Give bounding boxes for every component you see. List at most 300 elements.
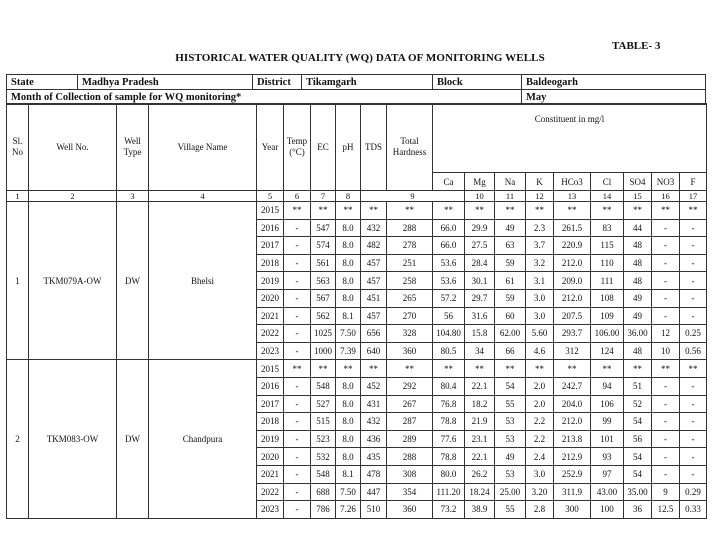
value-cell: 3.0 bbox=[526, 465, 554, 483]
value-cell: 53.6 bbox=[433, 272, 465, 290]
value-cell: 49 bbox=[495, 448, 526, 466]
value-cell: - bbox=[284, 237, 311, 255]
value-cell: 30.1 bbox=[465, 272, 495, 290]
column-number: 2 bbox=[29, 191, 117, 202]
value-cell: 22.1 bbox=[465, 448, 495, 466]
value-cell: 100 bbox=[591, 501, 624, 519]
value-cell: 76.8 bbox=[433, 395, 465, 413]
value-cell: 8.1 bbox=[336, 307, 361, 325]
value-cell: 213.8 bbox=[554, 430, 591, 448]
value-cell: 563 bbox=[311, 272, 336, 290]
value-cell: - bbox=[652, 219, 680, 237]
value-cell: - bbox=[652, 448, 680, 466]
value-cell: 435 bbox=[361, 448, 387, 466]
value-cell: - bbox=[284, 501, 311, 519]
value-cell: 8.0 bbox=[336, 219, 361, 237]
value-cell: 2.8 bbox=[526, 501, 554, 519]
value-cell: 53 bbox=[495, 465, 526, 483]
year-cell: 2017 bbox=[257, 395, 284, 413]
year-cell: 2018 bbox=[257, 254, 284, 272]
value-cell: 5.60 bbox=[526, 325, 554, 343]
value-cell: - bbox=[284, 377, 311, 395]
value-cell: - bbox=[680, 395, 707, 413]
value-cell: ** bbox=[554, 360, 591, 378]
month-label: Month of Collection of sample for WQ monitoring* bbox=[7, 90, 522, 105]
value-cell: 457 bbox=[361, 307, 387, 325]
value-cell: - bbox=[680, 430, 707, 448]
value-cell: 25.00 bbox=[495, 483, 526, 501]
col-header-ion: Mg bbox=[465, 173, 495, 191]
value-cell: 38.9 bbox=[465, 501, 495, 519]
col-header-ion: F bbox=[680, 173, 707, 191]
col-header-ion: Ca bbox=[433, 173, 465, 191]
value-cell: 207.5 bbox=[554, 307, 591, 325]
value-cell: 23.1 bbox=[465, 430, 495, 448]
value-cell: 278 bbox=[387, 237, 433, 255]
well-type-cell: DW bbox=[117, 202, 149, 360]
value-cell: ** bbox=[336, 202, 361, 220]
column-number: 16 bbox=[652, 191, 680, 202]
value-cell: - bbox=[652, 465, 680, 483]
value-cell: 640 bbox=[361, 342, 387, 360]
column-number: 13 bbox=[554, 191, 591, 202]
value-cell: 7.50 bbox=[336, 325, 361, 343]
value-cell: 288 bbox=[387, 448, 433, 466]
value-cell: 300 bbox=[554, 501, 591, 519]
value-cell: ** bbox=[284, 360, 311, 378]
value-cell: 36 bbox=[624, 501, 652, 519]
value-cell: 212.0 bbox=[554, 289, 591, 307]
value-cell: 63 bbox=[495, 237, 526, 255]
year-cell: 2019 bbox=[257, 430, 284, 448]
value-cell: - bbox=[680, 254, 707, 272]
value-cell: 110 bbox=[591, 254, 624, 272]
value-cell: ** bbox=[284, 202, 311, 220]
value-cell: 1000 bbox=[311, 342, 336, 360]
value-cell: 547 bbox=[311, 219, 336, 237]
col-header-tds: TDS bbox=[361, 104, 387, 191]
value-cell: 447 bbox=[361, 483, 387, 501]
value-cell: 204.0 bbox=[554, 395, 591, 413]
state-value: Madhya Pradesh bbox=[78, 75, 253, 90]
col-header-village: Village Name bbox=[149, 104, 257, 191]
col-header-ion: K bbox=[526, 173, 554, 191]
value-cell: 93 bbox=[591, 448, 624, 466]
col-header-well: Well No. bbox=[29, 104, 117, 191]
value-cell: 478 bbox=[361, 465, 387, 483]
value-cell: - bbox=[680, 237, 707, 255]
column-number: 11 bbox=[495, 191, 526, 202]
value-cell: 354 bbox=[387, 483, 433, 501]
value-cell: 251 bbox=[387, 254, 433, 272]
village-name-cell: Bhelsi bbox=[149, 202, 257, 360]
value-cell: 48 bbox=[624, 237, 652, 255]
value-cell: 432 bbox=[361, 219, 387, 237]
value-cell: 66 bbox=[495, 342, 526, 360]
value-cell: ** bbox=[652, 360, 680, 378]
value-cell: 78.8 bbox=[433, 448, 465, 466]
value-cell: - bbox=[284, 254, 311, 272]
value-cell: ** bbox=[652, 202, 680, 220]
table-row bbox=[7, 360, 707, 378]
column-number: 17 bbox=[680, 191, 707, 202]
value-cell: 574 bbox=[311, 237, 336, 255]
value-cell: 21.9 bbox=[465, 413, 495, 431]
value-cell: 109 bbox=[591, 307, 624, 325]
location-info-table bbox=[6, 74, 706, 105]
value-cell: 328 bbox=[387, 325, 433, 343]
column-number: 4 bbox=[149, 191, 257, 202]
table-row bbox=[7, 202, 707, 220]
value-cell: 457 bbox=[361, 272, 387, 290]
value-cell: 515 bbox=[311, 413, 336, 431]
value-cell: - bbox=[680, 377, 707, 395]
column-number: 12 bbox=[526, 191, 554, 202]
col-header-ion: SO4 bbox=[624, 173, 652, 191]
value-cell: 3.2 bbox=[526, 254, 554, 272]
value-cell: 8.0 bbox=[336, 395, 361, 413]
value-cell: 29.9 bbox=[465, 219, 495, 237]
value-cell: 436 bbox=[361, 430, 387, 448]
value-cell: - bbox=[284, 219, 311, 237]
value-cell: 48 bbox=[624, 342, 652, 360]
value-cell: 2.4 bbox=[526, 448, 554, 466]
value-cell: 265 bbox=[387, 289, 433, 307]
value-cell: ** bbox=[465, 360, 495, 378]
value-cell: 523 bbox=[311, 430, 336, 448]
col-header-constituent: Constituent in mg/l bbox=[433, 104, 707, 173]
value-cell: 54 bbox=[495, 377, 526, 395]
block-label: Block bbox=[433, 75, 522, 90]
value-cell: ** bbox=[336, 360, 361, 378]
column-number: 6 bbox=[284, 191, 311, 202]
value-cell: 29.7 bbox=[465, 289, 495, 307]
value-cell: ** bbox=[387, 360, 433, 378]
value-cell: ** bbox=[311, 360, 336, 378]
table-header-row bbox=[7, 104, 707, 173]
value-cell: 261.5 bbox=[554, 219, 591, 237]
value-cell: 267 bbox=[387, 395, 433, 413]
year-cell: 2019 bbox=[257, 272, 284, 290]
sl-no-cell: 1 bbox=[7, 202, 29, 360]
value-cell: 55 bbox=[495, 395, 526, 413]
value-cell: ** bbox=[433, 360, 465, 378]
value-cell: 62.00 bbox=[495, 325, 526, 343]
value-cell: 482 bbox=[361, 237, 387, 255]
value-cell: 688 bbox=[311, 483, 336, 501]
value-cell: - bbox=[284, 483, 311, 501]
value-cell: 27.5 bbox=[465, 237, 495, 255]
value-cell: 2.2 bbox=[526, 413, 554, 431]
value-cell: 3.0 bbox=[526, 307, 554, 325]
value-cell: 2.3 bbox=[526, 219, 554, 237]
value-cell: 562 bbox=[311, 307, 336, 325]
state-label: State bbox=[7, 75, 78, 90]
value-cell: 567 bbox=[311, 289, 336, 307]
sl-no-cell: 2 bbox=[7, 360, 29, 518]
value-cell: 26.2 bbox=[465, 465, 495, 483]
value-cell: 66.0 bbox=[433, 219, 465, 237]
col-header-type: Well Type bbox=[117, 104, 149, 191]
value-cell: 0.56 bbox=[680, 342, 707, 360]
value-cell: 242.7 bbox=[554, 377, 591, 395]
column-number: 9 bbox=[361, 191, 465, 202]
value-cell: 77.6 bbox=[433, 430, 465, 448]
value-cell: - bbox=[284, 413, 311, 431]
value-cell: 53 bbox=[495, 430, 526, 448]
value-cell: ** bbox=[591, 360, 624, 378]
value-cell: 7.50 bbox=[336, 483, 361, 501]
value-cell: 312 bbox=[554, 342, 591, 360]
value-cell: 360 bbox=[387, 501, 433, 519]
value-cell: 49 bbox=[624, 307, 652, 325]
month-value: May bbox=[522, 90, 706, 105]
value-cell: ** bbox=[554, 202, 591, 220]
value-cell: 34 bbox=[465, 342, 495, 360]
value-cell: - bbox=[680, 413, 707, 431]
value-cell: 9 bbox=[652, 483, 680, 501]
year-cell: 2023 bbox=[257, 342, 284, 360]
value-cell: 212.0 bbox=[554, 254, 591, 272]
col-header-ec: EC bbox=[311, 104, 336, 191]
value-cell: 8.1 bbox=[336, 465, 361, 483]
well-no-cell: TKM083-OW bbox=[29, 360, 117, 518]
value-cell: 18.24 bbox=[465, 483, 495, 501]
col-header-ion: Na bbox=[495, 173, 526, 191]
value-cell: 258 bbox=[387, 272, 433, 290]
value-cell: ** bbox=[680, 360, 707, 378]
value-cell: - bbox=[680, 307, 707, 325]
value-cell: - bbox=[284, 430, 311, 448]
value-cell: 56 bbox=[624, 430, 652, 448]
value-cell: 10 bbox=[652, 342, 680, 360]
value-cell: 548 bbox=[311, 465, 336, 483]
value-cell: - bbox=[652, 254, 680, 272]
year-cell: 2015 bbox=[257, 360, 284, 378]
value-cell: - bbox=[652, 237, 680, 255]
page-title: HISTORICAL WATER QUALITY (WQ) DATA OF MONITORING WELLS bbox=[175, 52, 545, 64]
year-cell: 2016 bbox=[257, 219, 284, 237]
value-cell: ** bbox=[680, 202, 707, 220]
value-cell: 54 bbox=[624, 413, 652, 431]
value-cell: ** bbox=[387, 202, 433, 220]
col-header-temp: Temp (°C) bbox=[284, 104, 311, 191]
value-cell: ** bbox=[526, 202, 554, 220]
value-cell: 0.29 bbox=[680, 483, 707, 501]
value-cell: - bbox=[680, 219, 707, 237]
value-cell: 83 bbox=[591, 219, 624, 237]
value-cell: ** bbox=[495, 202, 526, 220]
well-no-cell: TKM079A-OW bbox=[29, 202, 117, 360]
value-cell: ** bbox=[624, 360, 652, 378]
value-cell: ** bbox=[311, 202, 336, 220]
column-number-row bbox=[7, 191, 707, 202]
value-cell: 548 bbox=[311, 377, 336, 395]
value-cell: 104.80 bbox=[433, 325, 465, 343]
water-quality-table bbox=[6, 103, 707, 519]
value-cell: 66.0 bbox=[433, 237, 465, 255]
value-cell: 28.4 bbox=[465, 254, 495, 272]
value-cell: 212.0 bbox=[554, 413, 591, 431]
value-cell: 252.9 bbox=[554, 465, 591, 483]
value-cell: - bbox=[652, 413, 680, 431]
value-cell: 94 bbox=[591, 377, 624, 395]
value-cell: ** bbox=[433, 202, 465, 220]
value-cell: ** bbox=[465, 202, 495, 220]
value-cell: 54 bbox=[624, 465, 652, 483]
value-cell: ** bbox=[361, 202, 387, 220]
value-cell: - bbox=[652, 272, 680, 290]
value-cell: 124 bbox=[591, 342, 624, 360]
value-cell: - bbox=[680, 289, 707, 307]
value-cell: 106.00 bbox=[591, 325, 624, 343]
value-cell: 56 bbox=[433, 307, 465, 325]
value-cell: 48 bbox=[624, 272, 652, 290]
value-cell: 12.5 bbox=[652, 501, 680, 519]
value-cell: 431 bbox=[361, 395, 387, 413]
value-cell: 111 bbox=[591, 272, 624, 290]
year-cell: 2016 bbox=[257, 377, 284, 395]
year-cell: 2020 bbox=[257, 448, 284, 466]
value-cell: - bbox=[680, 448, 707, 466]
column-number: 3 bbox=[117, 191, 149, 202]
value-cell: 2.0 bbox=[526, 377, 554, 395]
col-header-ion: NO3 bbox=[652, 173, 680, 191]
table-number: TABLE- 3 bbox=[612, 40, 661, 52]
column-number: 10 bbox=[465, 191, 495, 202]
value-cell: ** bbox=[526, 360, 554, 378]
column-number: 15 bbox=[624, 191, 652, 202]
value-cell: 311.9 bbox=[554, 483, 591, 501]
value-cell: 452 bbox=[361, 377, 387, 395]
value-cell: 532 bbox=[311, 448, 336, 466]
value-cell: 12 bbox=[652, 325, 680, 343]
value-cell: 49 bbox=[495, 219, 526, 237]
value-cell: 48 bbox=[624, 254, 652, 272]
value-cell: 270 bbox=[387, 307, 433, 325]
value-cell: 7.26 bbox=[336, 501, 361, 519]
value-cell: 31.6 bbox=[465, 307, 495, 325]
value-cell: - bbox=[652, 307, 680, 325]
year-cell: 2023 bbox=[257, 501, 284, 519]
well-type-cell: DW bbox=[117, 360, 149, 518]
value-cell: 2.2 bbox=[526, 430, 554, 448]
value-cell: 432 bbox=[361, 413, 387, 431]
value-cell: 209.0 bbox=[554, 272, 591, 290]
value-cell: - bbox=[652, 289, 680, 307]
value-cell: ** bbox=[361, 360, 387, 378]
col-header-ion: HCo3 bbox=[554, 173, 591, 191]
value-cell: 59 bbox=[495, 289, 526, 307]
value-cell: ** bbox=[591, 202, 624, 220]
value-cell: 97 bbox=[591, 465, 624, 483]
value-cell: 80.0 bbox=[433, 465, 465, 483]
value-cell: 561 bbox=[311, 254, 336, 272]
value-cell: 360 bbox=[387, 342, 433, 360]
value-cell: 59 bbox=[495, 254, 526, 272]
value-cell: 73.2 bbox=[433, 501, 465, 519]
value-cell: 35.00 bbox=[624, 483, 652, 501]
value-cell: - bbox=[284, 448, 311, 466]
value-cell: 36.00 bbox=[624, 325, 652, 343]
value-cell: 3.1 bbox=[526, 272, 554, 290]
value-cell: 289 bbox=[387, 430, 433, 448]
value-cell: 80.5 bbox=[433, 342, 465, 360]
value-cell: 57.2 bbox=[433, 289, 465, 307]
value-cell: 43.00 bbox=[591, 483, 624, 501]
value-cell: - bbox=[680, 272, 707, 290]
col-header-ph: pH bbox=[336, 104, 361, 191]
value-cell: 656 bbox=[361, 325, 387, 343]
value-cell: 61 bbox=[495, 272, 526, 290]
year-cell: 2021 bbox=[257, 465, 284, 483]
value-cell: 4.6 bbox=[526, 342, 554, 360]
value-cell: 60 bbox=[495, 307, 526, 325]
value-cell: - bbox=[680, 465, 707, 483]
value-cell: 44 bbox=[624, 219, 652, 237]
value-cell: - bbox=[284, 272, 311, 290]
value-cell: 2.0 bbox=[526, 395, 554, 413]
value-cell: 457 bbox=[361, 254, 387, 272]
value-cell: 8.0 bbox=[336, 413, 361, 431]
value-cell: 308 bbox=[387, 465, 433, 483]
value-cell: 54 bbox=[624, 448, 652, 466]
year-cell: 2022 bbox=[257, 483, 284, 501]
value-cell: 8.0 bbox=[336, 430, 361, 448]
value-cell: - bbox=[284, 307, 311, 325]
value-cell: ** bbox=[624, 202, 652, 220]
value-cell: 212.9 bbox=[554, 448, 591, 466]
value-cell: 111.20 bbox=[433, 483, 465, 501]
value-cell: 51 bbox=[624, 377, 652, 395]
value-cell: 80.4 bbox=[433, 377, 465, 395]
value-cell: - bbox=[652, 395, 680, 413]
value-cell: 786 bbox=[311, 501, 336, 519]
value-cell: 7.39 bbox=[336, 342, 361, 360]
value-cell: 527 bbox=[311, 395, 336, 413]
year-cell: 2018 bbox=[257, 413, 284, 431]
value-cell: 8.0 bbox=[336, 448, 361, 466]
col-header-ion: Cl bbox=[591, 173, 624, 191]
value-cell: 49 bbox=[624, 289, 652, 307]
value-cell: - bbox=[284, 289, 311, 307]
col-header-year: Year bbox=[257, 104, 284, 191]
district-label: District bbox=[253, 75, 302, 90]
value-cell: - bbox=[284, 342, 311, 360]
value-cell: 8.0 bbox=[336, 289, 361, 307]
value-cell: 22.1 bbox=[465, 377, 495, 395]
value-cell: 288 bbox=[387, 219, 433, 237]
value-cell: 510 bbox=[361, 501, 387, 519]
column-number: 5 bbox=[257, 191, 284, 202]
value-cell: 115 bbox=[591, 237, 624, 255]
value-cell: 18.2 bbox=[465, 395, 495, 413]
value-cell: 78.8 bbox=[433, 413, 465, 431]
col-header-hardness: Total Hardness bbox=[387, 104, 433, 191]
value-cell: 287 bbox=[387, 413, 433, 431]
value-cell: 108 bbox=[591, 289, 624, 307]
value-cell: - bbox=[652, 430, 680, 448]
column-number: 8 bbox=[336, 191, 361, 202]
value-cell: 8.0 bbox=[336, 272, 361, 290]
column-number: 14 bbox=[591, 191, 624, 202]
value-cell: 15.8 bbox=[465, 325, 495, 343]
value-cell: - bbox=[284, 325, 311, 343]
year-cell: 2017 bbox=[257, 237, 284, 255]
value-cell: 293.7 bbox=[554, 325, 591, 343]
value-cell: 53.6 bbox=[433, 254, 465, 272]
value-cell: - bbox=[652, 377, 680, 395]
